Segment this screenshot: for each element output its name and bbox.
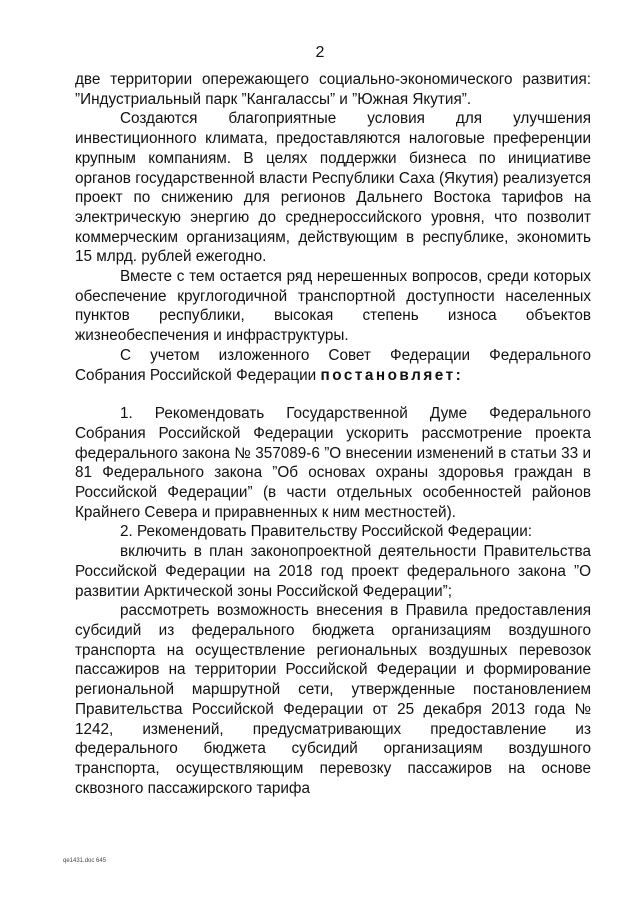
paragraph: Вместе с тем остается ряд нерешенных вопросов, среди которых обеспечение круглогодичной транспортной доступности населенных пунктов республики, высокая степень износа объектов жизнеобеспечения и инфраструктуры.	[75, 268, 591, 345]
file-footer: qe1431.doc 645	[63, 858, 107, 864]
recommendation-subitem: рассмотреть возможность внесения в Правила предоставления субсидий из федерального бюджета организациям воздушного транспорта на осуществление региональных воздушных перевозок пассажиров на территории Российской Федерации и формирование региональной маршрутной сети, утвержденные постановлением Правительства Российской Федерации от 25 декабря 2013 года № 1242, изменений, предусматривающих предоставление из федерального бюджета субсидий организациям воздушного транспорта, осуществляющим перевозку пассажиров на основе сквозного пассажирского тарифа	[75, 602, 591, 797]
paragraph: две территории опережающего социально-экономического развития: ”Индустриальный парк ”Кангалассы” и ”Южная Якутия”.	[75, 71, 591, 108]
document-body	[75, 70, 591, 798]
resolution-paragraph	[75, 346, 591, 385]
resolution-keyword: постановляет:	[320, 366, 464, 384]
recommendation-item: 2. Рекомендовать Правительству Российской Федерации:	[120, 523, 533, 541]
page-number: 2	[315, 44, 325, 61]
recommendation-subitem: включить в план законопроектной деятельности Правительства Российской Федерации на 2018 год проект федерального закона ”О развитии Арктической зоны Российской Федерации”;	[75, 543, 591, 600]
paragraph: Создаются благоприятные условия для улучшения инвестиционного климата, предоставляются налоговые преференции крупным компаниям. В целях поддержки бизнеса по инициативе органов государственной власти Республики Саха (Якутия) реализуется проект по снижению для регионов Дальнего Востока тарифов на электрическую энергию до среднероссийского уровня, что позволит коммерческим организациям, действующим в республике, экономить 15 млрд. рублей ежегодно.	[75, 110, 591, 266]
resolution-intro: С учетом изложенного Совет Федерации Федерального Собрания Российской Федерации	[75, 346, 591, 384]
recommendation-item: 1. Рекомендовать Государственной Думе Федерального Собрания Российской Федерации ускорить рассмотрение проекта федерального закона № 357089-6 ”О внесении изменений в статьи 33 и 81 Федерального закона ”Об основах охраны здоровья граждан в Российской Федерации” (в части отдельных особенностей районов Крайнего Севера и приравненных к ним местностей).	[75, 405, 591, 521]
